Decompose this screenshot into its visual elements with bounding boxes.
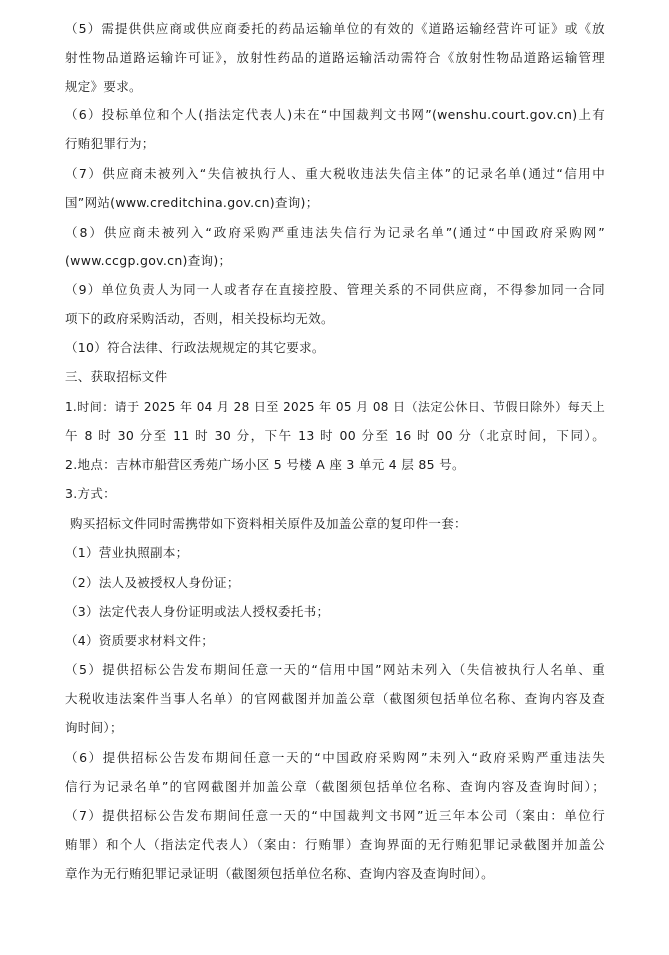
text-line: 项下的政府采购活动，否则，相关投标均无效。 (65, 311, 334, 326)
text-line: 国”网站(www.creditchina.gov.cn)查询)； (65, 195, 319, 210)
text-line: 午 8 时 30 分至 11 时 30 分，下午 13 时 00 分至 16 时 00 分（北京时间，下同）。 (65, 428, 605, 443)
text-line: 贿罪）和个人（指法定代表人）（案由：行贿罪）查询界面的无行贿犯罪记录截图并加盖公 (65, 837, 605, 852)
text-line: 射性物品道路运输许可证》，放射性药品的道路运输活动需符合《放射性物品道路运输管理 (65, 50, 605, 65)
list-item: （5）提供招标公告发布期间任意一天的“信用中国”网站未列入（失信被执行人名单、重 (65, 662, 605, 677)
text-line: 章作为无行贿犯罪记录证明（截图须包括单位名称、查询内容及查询时间）。 (65, 866, 494, 881)
text-line: （10）符合法律、行政法规规定的其它要求。 (65, 340, 325, 355)
section-heading: 三、获取招标文件 (65, 369, 168, 384)
text-line: 1.时间：请于 2025 年 04 月 28 日至 2025 年 05 月 08 日（法定公休日、节假日除外）每天上 (65, 400, 605, 414)
list-item: （7）提供招标公告发布期间任意一天的“中国裁判文书网”近三年本公司（案由：单位行 (65, 808, 605, 823)
text-line: 信行为记录名单”的官网截图并加盖公章（截图须包括单位名称、查询内容及查询时间）； (65, 779, 605, 794)
text-line: 行贿犯罪行为； (65, 136, 155, 151)
text-line: 大税收违法案件当事人名单）的官网截图并加盖公章（截图须包括单位名称、查询内容及查 (65, 691, 605, 706)
list-item: （4）资质要求材料文件； (65, 633, 215, 648)
text-line: （9）单位负责人为同一人或者存在直接控股、管理关系的不同供应商，不得参加同一合同 (65, 282, 605, 297)
text-line: （5）需提供供应商或供应商委托的药品运输单位的有效的《道路运输经营许可证》或《放 (65, 21, 605, 36)
list-item: （3）法定代表人身份证明或法人授权委托书； (65, 604, 330, 619)
list-item: （2）法人及被授权人身份证； (65, 575, 240, 590)
text-line: 3.方式： (65, 486, 116, 501)
list-item: （6）提供招标公告发布期间任意一天的“中国政府采购网”未列入“政府采购严重违法失 (65, 750, 605, 765)
text-line: （6）投标单位和个人(指法定代表人)未在“中国裁判文书网”(wenshu.court.gov.cn)上有 (65, 107, 605, 122)
text-line: 购买招标文件同时需携带如下资料相关原件及加盖公章的复印件一套： (70, 516, 467, 531)
text-line: 2.地点：吉林市船营区秀苑广场小区 5 号楼 A 座 3 单元 4 层 85 号。 (65, 457, 465, 472)
text-line: （7）供应商未被列入“失信被执行人、重大税收违法失信主体”的记录名单(通过“信用中 (65, 166, 605, 181)
text-line: (www.ccgp.gov.cn)查询)； (65, 253, 232, 268)
text-line: 规定》要求。 (65, 79, 142, 94)
text-line: （8）供应商未被列入“政府采购严重违法失信行为记录名单”(通过“中国政府采购网” (65, 225, 605, 240)
text-line: 询时间）； (65, 720, 123, 735)
list-item: （1）营业执照副本； (65, 545, 189, 560)
